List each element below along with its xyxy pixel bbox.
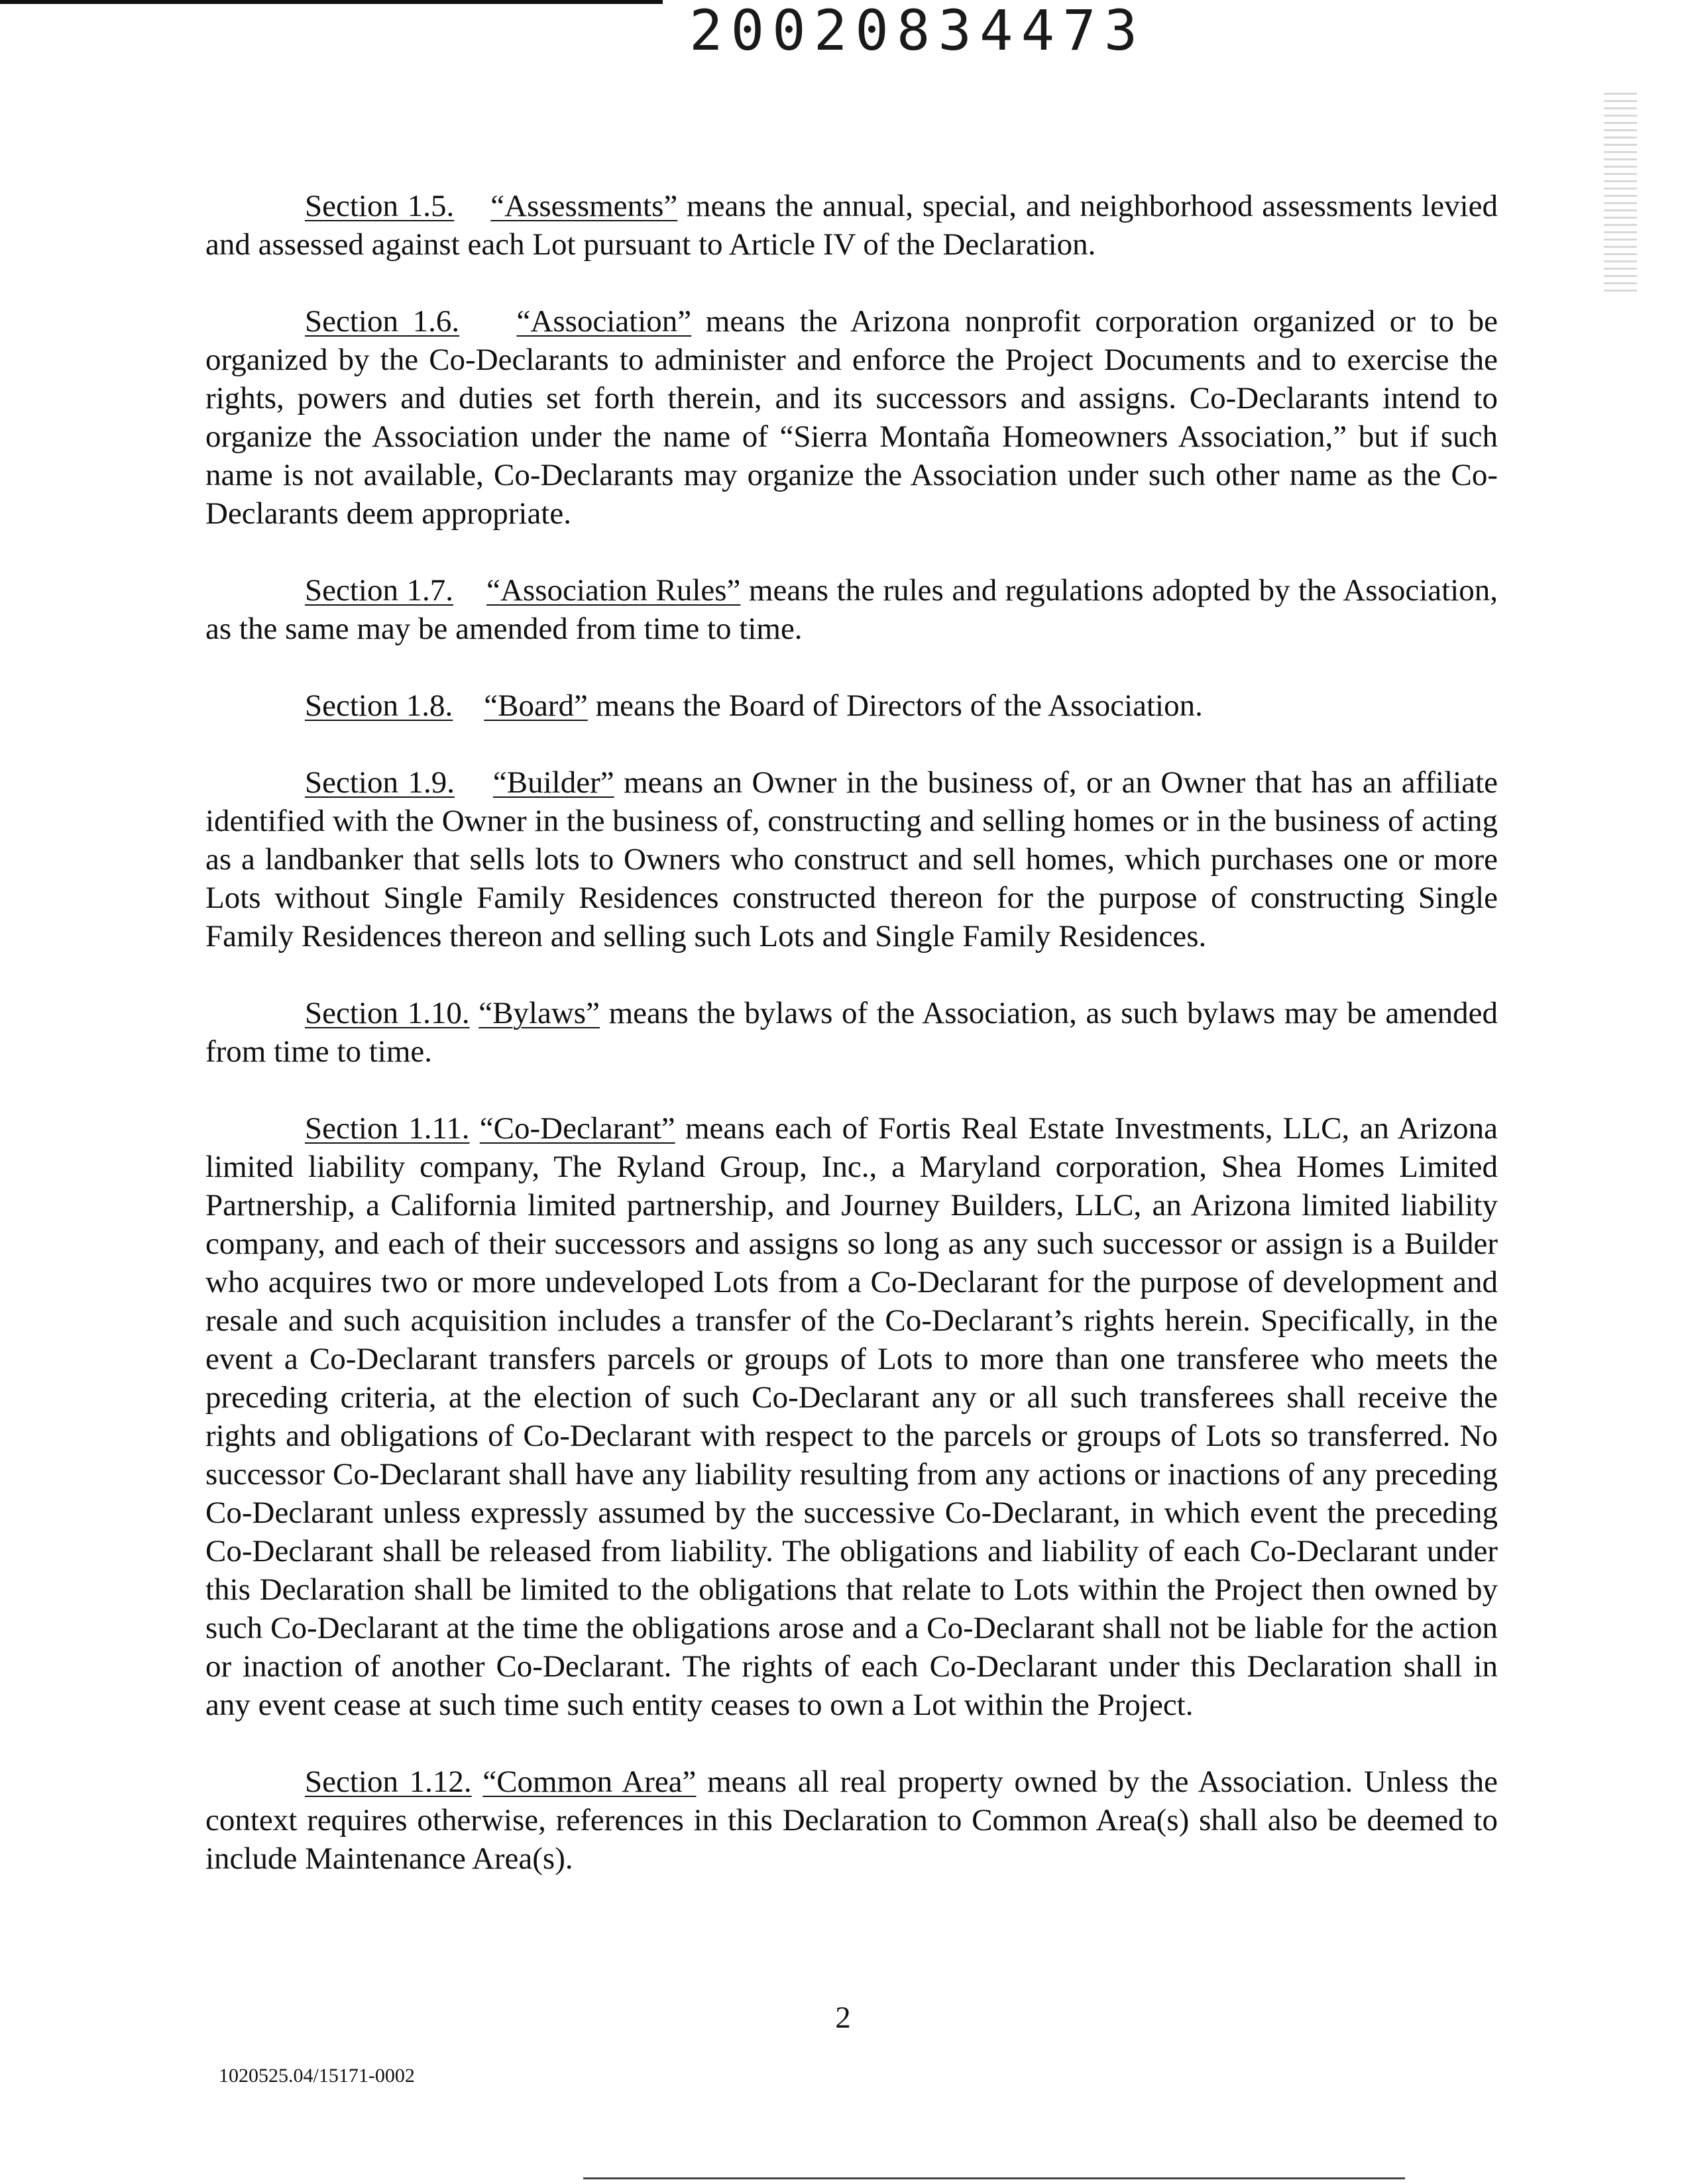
section-1-8 [205,686,1498,725]
section-text: means all real property owned by the Association. Unless the context requires otherwise, references in this Declaration to Common Area(s) shall also be deemed to include Maintenance Area(s). [205,1765,1498,1876]
section-1-7 [205,571,1498,648]
section-text: means each of Fortis Real Estate Investments, LLC, an Arizona limited liability company, The Ryland Group, Inc., a Maryland corporation, Shea Homes Limited Partnership, a California limited partnership, and Journey Builders, LLC, an Arizona limited liability company, and each of their successors and assigns so long as any such successor or assign is a Builder who acquires two or more undeveloped Lots from a Co-Declarant for the purpose of development and resale and such acquisition includes a transfer of the Co-Declarant’s rights herein. Specifically, in the event a Co-Declarant transfers parcels or groups of Lots to more than one transferee who meets the preceding criteria, at the election of such Co-Declarant any or all such transferees shall receive the rights and obligations of Co-Declarant with respect to the parcels or groups of Lots so transferred. No successor Co-Declarant shall have any liability resulting from any actions or inactions of any preceding Co-Declarant unless expressly assumed by the successive Co-Declarant, in which event the preceding Co-Declarant shall be released from liability. The obligations and liability of each Co-Declarant under this Declaration shall be limited to the obligations that relate to Lots within the Project then owned by such Co-Declarant at the time the obligations arose and a Co-Declarant shall not be liable for the action or inaction of another Co-Declarant. The rights of each Co-Declarant under this Declaration shall in any event cease at such time such entity ceases to own a Lot within the Project. [205,1111,1498,1722]
section-text: means the bylaws of the Association, as such bylaws may be amended from time to time. [205,996,1498,1069]
section-1-12 [205,1763,1498,1878]
page-number: 2 [835,2000,851,2035]
document-id: 1020525.04/15171-0002 [219,2065,415,2087]
section-number: Section 1.7. [305,573,454,608]
defined-term: “Builder” [492,765,614,800]
section-1-9 [205,763,1498,956]
section-text: means the rules and regulations adopted by the Association, as the same may be amended from time to time. [205,573,1498,646]
section-number: Section 1.11. [305,1111,470,1146]
bottom-rule [583,2177,1405,2179]
margin-stamp-mark [1604,93,1637,292]
section-1-5 [205,187,1498,264]
defined-term: “Association” [516,304,692,339]
section-number: Section 1.6. [305,304,460,339]
section-text: means the Arizona nonprofit corporation organized or to be organized by the Co-Declarants to administer and enforce the Project Documents and to exercise the rights, powers and duties set forth therein, and its successors and assigns. Co-Declarants intend to organize the Association under the name of “Sierra Montaña Homeowners Association,” but if such name is not available, Co-Declarants may organize the Association under such other name as the Co-Declarants deem appropriate. [205,304,1498,531]
section-text: means the Board of Directors of the Association. [587,688,1203,723]
section-number: Section 1.10. [305,996,470,1030]
defined-term: “Board” [484,688,588,723]
recording-number: 20020834473 [689,0,1146,63]
defined-term: “Assessments” [490,189,678,223]
section-number: Section 1.9. [305,765,455,800]
section-1-6 [205,302,1498,533]
top-rule [0,0,663,4]
section-number: Section 1.12. [305,1765,472,1799]
defined-term: “Co-Declarant” [479,1111,675,1146]
defined-term: “Bylaws” [478,996,600,1030]
section-text: means an Owner in the business of, or an Owner that has an affiliate identified with the Owner in the business of, constructing and selling homes or in the business of acting as a landbanker that sells lots to Owners who construct and sell homes, which purchases one or more Lots without Single Family Residences constructed thereon for the purpose of constructing Single Family Residences thereon and selling such Lots and Single Family Residences. [205,765,1498,954]
section-1-10 [205,994,1498,1071]
defined-term: “Common Area” [482,1765,697,1799]
section-number: Section 1.5. [305,189,455,223]
document-body [205,187,1498,1916]
section-text: means the annual, special, and neighborhood assessments levied and assessed against each Lot pursuant to Article IV of the Declaration. [205,189,1498,262]
defined-term: “Association Rules” [486,573,741,608]
section-number: Section 1.8. [305,688,453,723]
section-1-11 [205,1109,1498,1724]
